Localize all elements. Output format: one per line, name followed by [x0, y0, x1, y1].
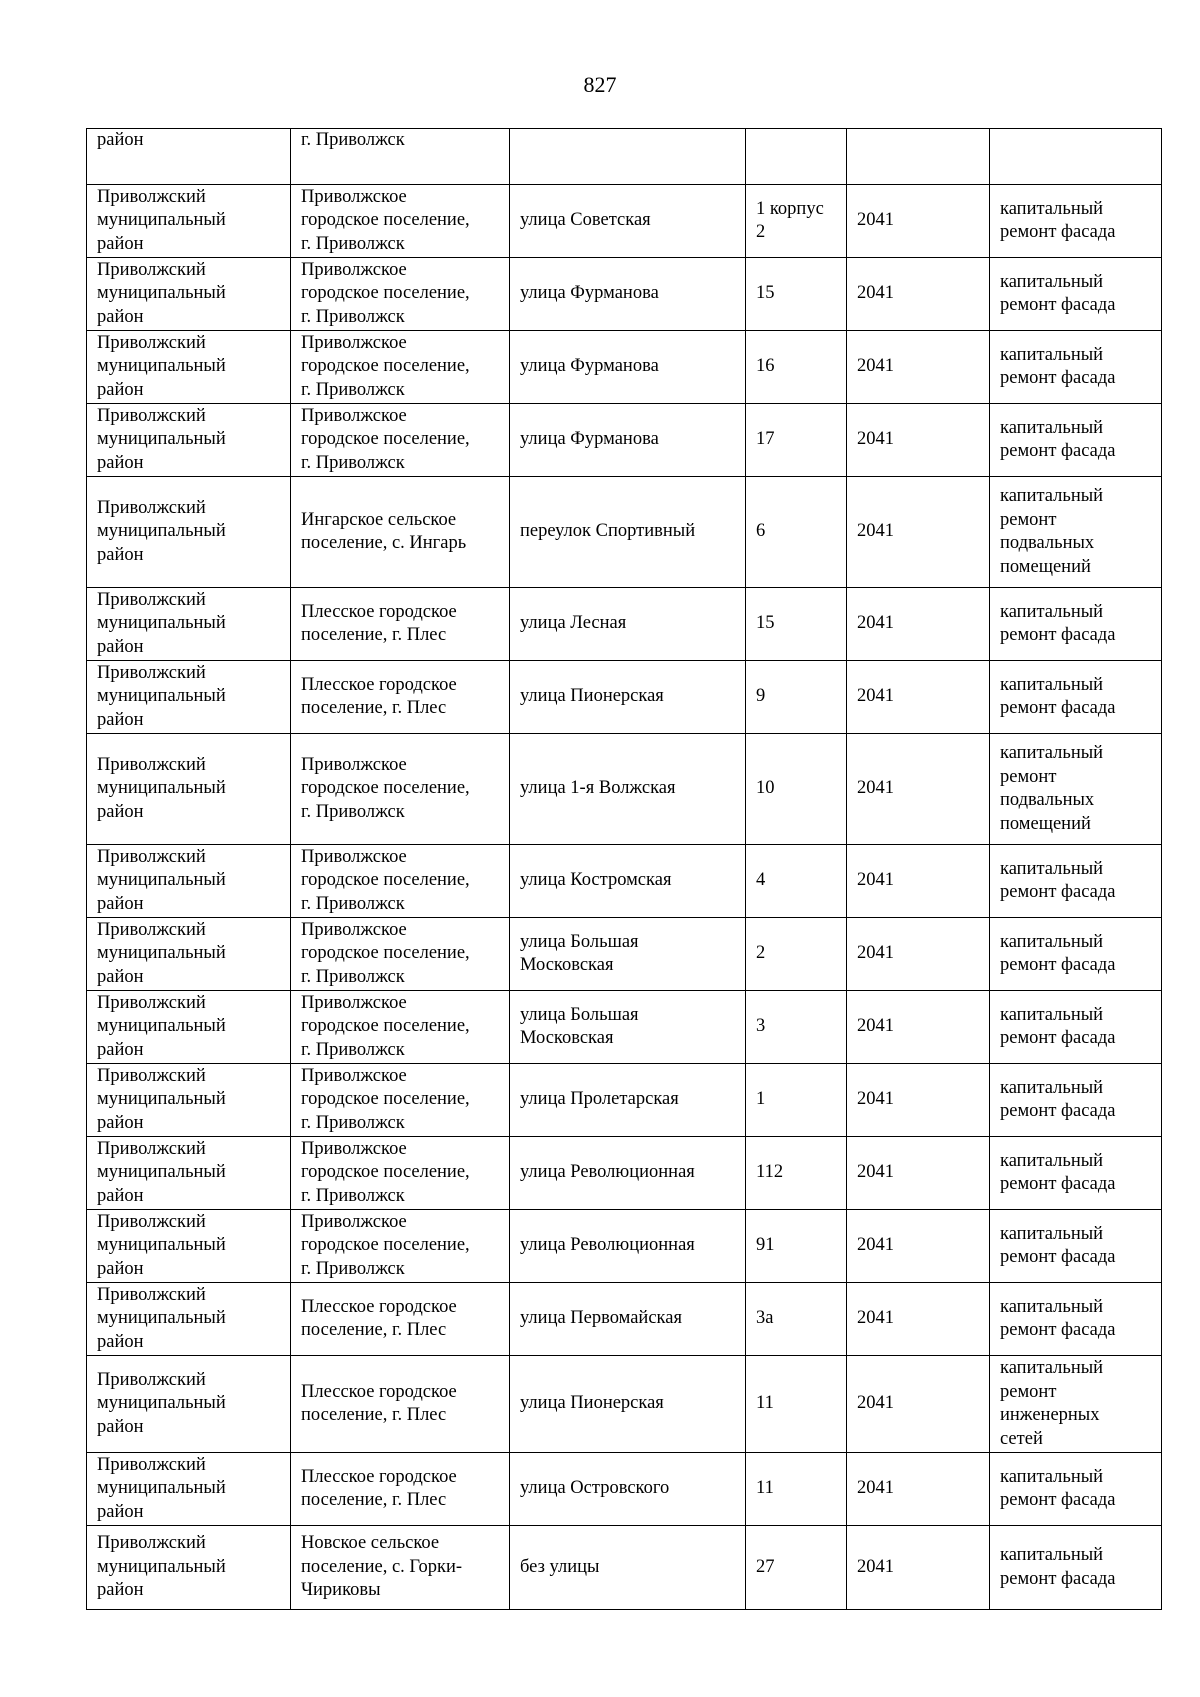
cell-district: Приволжский муниципальный район [87, 845, 291, 918]
cell-district: Приволжский муниципальный район [87, 1283, 291, 1356]
cell-work: капитальный ремонт фасада [990, 331, 1162, 404]
cell-house: 11 [746, 1453, 847, 1526]
cell-settlement: Плесское городское поселение, г. Плес [291, 1453, 510, 1526]
table-row [87, 129, 1162, 185]
cell-settlement: Приволжское городское поселение, г. Приволжск [291, 991, 510, 1064]
cell-work: капитальный ремонт фасада [990, 1453, 1162, 1526]
table-row [87, 1137, 1162, 1210]
table-row [87, 185, 1162, 258]
cell-year: 2041 [847, 1283, 990, 1356]
table-row [87, 331, 1162, 404]
cell-house: 15 [746, 588, 847, 661]
cell-settlement: Приволжское городское поселение, г. Приволжск [291, 258, 510, 331]
cell-settlement: Плесское городское поселение, г. Плес [291, 588, 510, 661]
table-body [87, 129, 1162, 1610]
cell-house: 10 [746, 734, 847, 845]
cell-house: 112 [746, 1137, 847, 1210]
cell-street [510, 129, 746, 185]
cell-settlement: Приволжское городское поселение, г. Приволжск [291, 734, 510, 845]
cell-house: 2 [746, 918, 847, 991]
cell-district: Приволжский муниципальный район [87, 331, 291, 404]
table-row [87, 258, 1162, 331]
cell-work: капитальный ремонт фасада [990, 1137, 1162, 1210]
cell-house: 15 [746, 258, 847, 331]
cell-house: 3а [746, 1283, 847, 1356]
cell-settlement: Ингарское сельское поселение, с. Ингарь [291, 477, 510, 588]
cell-year: 2041 [847, 1210, 990, 1283]
cell-house: 1 [746, 1064, 847, 1137]
cell-work: капитальный ремонт инженерных сетей [990, 1356, 1162, 1453]
cell-street: улица Фурманова [510, 404, 746, 477]
cell-work: капитальный ремонт подвальных помещений [990, 734, 1162, 845]
table-row [87, 588, 1162, 661]
cell-district: Приволжский муниципальный район [87, 991, 291, 1064]
cell-district: Приволжский муниципальный район [87, 1210, 291, 1283]
cell-year: 2041 [847, 1356, 990, 1453]
cell-work: капитальный ремонт фасада [990, 845, 1162, 918]
cell-year: 2041 [847, 1064, 990, 1137]
cell-work: капитальный ремонт фасада [990, 1210, 1162, 1283]
cell-district: Приволжский муниципальный район [87, 1356, 291, 1453]
cell-district: Приволжский муниципальный район [87, 404, 291, 477]
table-row [87, 1283, 1162, 1356]
cell-year [847, 129, 990, 185]
cell-work: капитальный ремонт фасада [990, 185, 1162, 258]
cell-district: Приволжский муниципальный район [87, 734, 291, 845]
cell-house [746, 129, 847, 185]
cell-work: капитальный ремонт фасада [990, 1283, 1162, 1356]
cell-year: 2041 [847, 1137, 990, 1210]
cell-house: 4 [746, 845, 847, 918]
cell-work: капитальный ремонт фасада [990, 1064, 1162, 1137]
cell-house: 11 [746, 1356, 847, 1453]
cell-house: 9 [746, 661, 847, 734]
cell-house: 17 [746, 404, 847, 477]
cell-work: капитальный ремонт фасада [990, 918, 1162, 991]
cell-district: Приволжский муниципальный район [87, 661, 291, 734]
cell-settlement: Приволжское городское поселение, г. Приволжск [291, 185, 510, 258]
table-row [87, 1453, 1162, 1526]
cell-work: капитальный ремонт фасада [990, 404, 1162, 477]
cell-work: капитальный ремонт фасада [990, 258, 1162, 331]
repair-schedule-table [86, 128, 1162, 1610]
cell-street: улица Большая Московская [510, 991, 746, 1064]
cell-settlement: Плесское городское поселение, г. Плес [291, 1283, 510, 1356]
cell-work: капитальный ремонт фасада [990, 1526, 1162, 1610]
table-row [87, 845, 1162, 918]
cell-year: 2041 [847, 404, 990, 477]
table-row [87, 477, 1162, 588]
cell-district: Приволжский муниципальный район [87, 918, 291, 991]
cell-district: Приволжский муниципальный район [87, 1064, 291, 1137]
cell-district: Приволжский муниципальный район [87, 1453, 291, 1526]
cell-settlement: Приволжское городское поселение, г. Приволжск [291, 1210, 510, 1283]
cell-street: улица Лесная [510, 588, 746, 661]
table-row [87, 734, 1162, 845]
cell-settlement: Новское сельское поселение, с. Горки- Чириковы [291, 1526, 510, 1610]
cell-street: улица Пионерская [510, 1356, 746, 1453]
cell-settlement: Плесское городское поселение, г. Плес [291, 661, 510, 734]
cell-work [990, 129, 1162, 185]
cell-settlement: Приволжское городское поселение, г. Приволжск [291, 918, 510, 991]
table-row [87, 918, 1162, 991]
cell-district: Приволжский муниципальный район [87, 258, 291, 331]
cell-work: капитальный ремонт фасада [990, 588, 1162, 661]
cell-year: 2041 [847, 331, 990, 404]
table-row [87, 1210, 1162, 1283]
cell-year: 2041 [847, 185, 990, 258]
table-row [87, 1064, 1162, 1137]
table-row [87, 661, 1162, 734]
cell-street: улица Пролетарская [510, 1064, 746, 1137]
cell-settlement: Приволжское городское поселение, г. Приволжск [291, 331, 510, 404]
cell-street: переулок Спортивный [510, 477, 746, 588]
cell-street: улица Советская [510, 185, 746, 258]
cell-settlement: Приволжское городское поселение, г. Приволжск [291, 845, 510, 918]
cell-street: улица Революционная [510, 1210, 746, 1283]
cell-year: 2041 [847, 734, 990, 845]
cell-year: 2041 [847, 845, 990, 918]
cell-house: 27 [746, 1526, 847, 1610]
cell-year: 2041 [847, 588, 990, 661]
cell-year: 2041 [847, 1453, 990, 1526]
cell-settlement: Приволжское городское поселение, г. Приволжск [291, 1064, 510, 1137]
cell-year: 2041 [847, 258, 990, 331]
cell-district: Приволжский муниципальный район [87, 477, 291, 588]
cell-street: улица Островского [510, 1453, 746, 1526]
cell-house: 3 [746, 991, 847, 1064]
cell-street: улица Революционная [510, 1137, 746, 1210]
cell-settlement: Приволжское городское поселение, г. Приволжск [291, 404, 510, 477]
cell-district: Приволжский муниципальный район [87, 1137, 291, 1210]
cell-street: без улицы [510, 1526, 746, 1610]
cell-street: улица Большая Московская [510, 918, 746, 991]
page-number: 827 [583, 72, 617, 97]
table-row [87, 991, 1162, 1064]
cell-street: улица Фурманова [510, 331, 746, 404]
cell-settlement: Приволжское городское поселение, г. Приволжск [291, 1137, 510, 1210]
cell-street: улица 1-я Волжская [510, 734, 746, 845]
cell-work: капитальный ремонт фасада [990, 991, 1162, 1064]
cell-settlement: Плесское городское поселение, г. Плес [291, 1356, 510, 1453]
cell-district: Приволжский муниципальный район [87, 1526, 291, 1610]
cell-street: улица Пионерская [510, 661, 746, 734]
cell-year: 2041 [847, 477, 990, 588]
cell-year: 2041 [847, 991, 990, 1064]
cell-work: капитальный ремонт фасада [990, 661, 1162, 734]
cell-year: 2041 [847, 918, 990, 991]
table-row [87, 1356, 1162, 1453]
cell-street: улица Первомайская [510, 1283, 746, 1356]
cell-settlement: г. Приволжск [291, 129, 510, 185]
cell-year: 2041 [847, 1526, 990, 1610]
cell-house: 1 корпус 2 [746, 185, 847, 258]
cell-work: капитальный ремонт подвальных помещений [990, 477, 1162, 588]
cell-year: 2041 [847, 661, 990, 734]
cell-house: 91 [746, 1210, 847, 1283]
cell-district: Приволжский муниципальный район [87, 185, 291, 258]
table-row [87, 404, 1162, 477]
cell-street: улица Костромская [510, 845, 746, 918]
cell-house: 6 [746, 477, 847, 588]
cell-district: Приволжский муниципальный район [87, 588, 291, 661]
table-row [87, 1526, 1162, 1610]
cell-district: район [87, 129, 291, 185]
cell-house: 16 [746, 331, 847, 404]
cell-street: улица Фурманова [510, 258, 746, 331]
